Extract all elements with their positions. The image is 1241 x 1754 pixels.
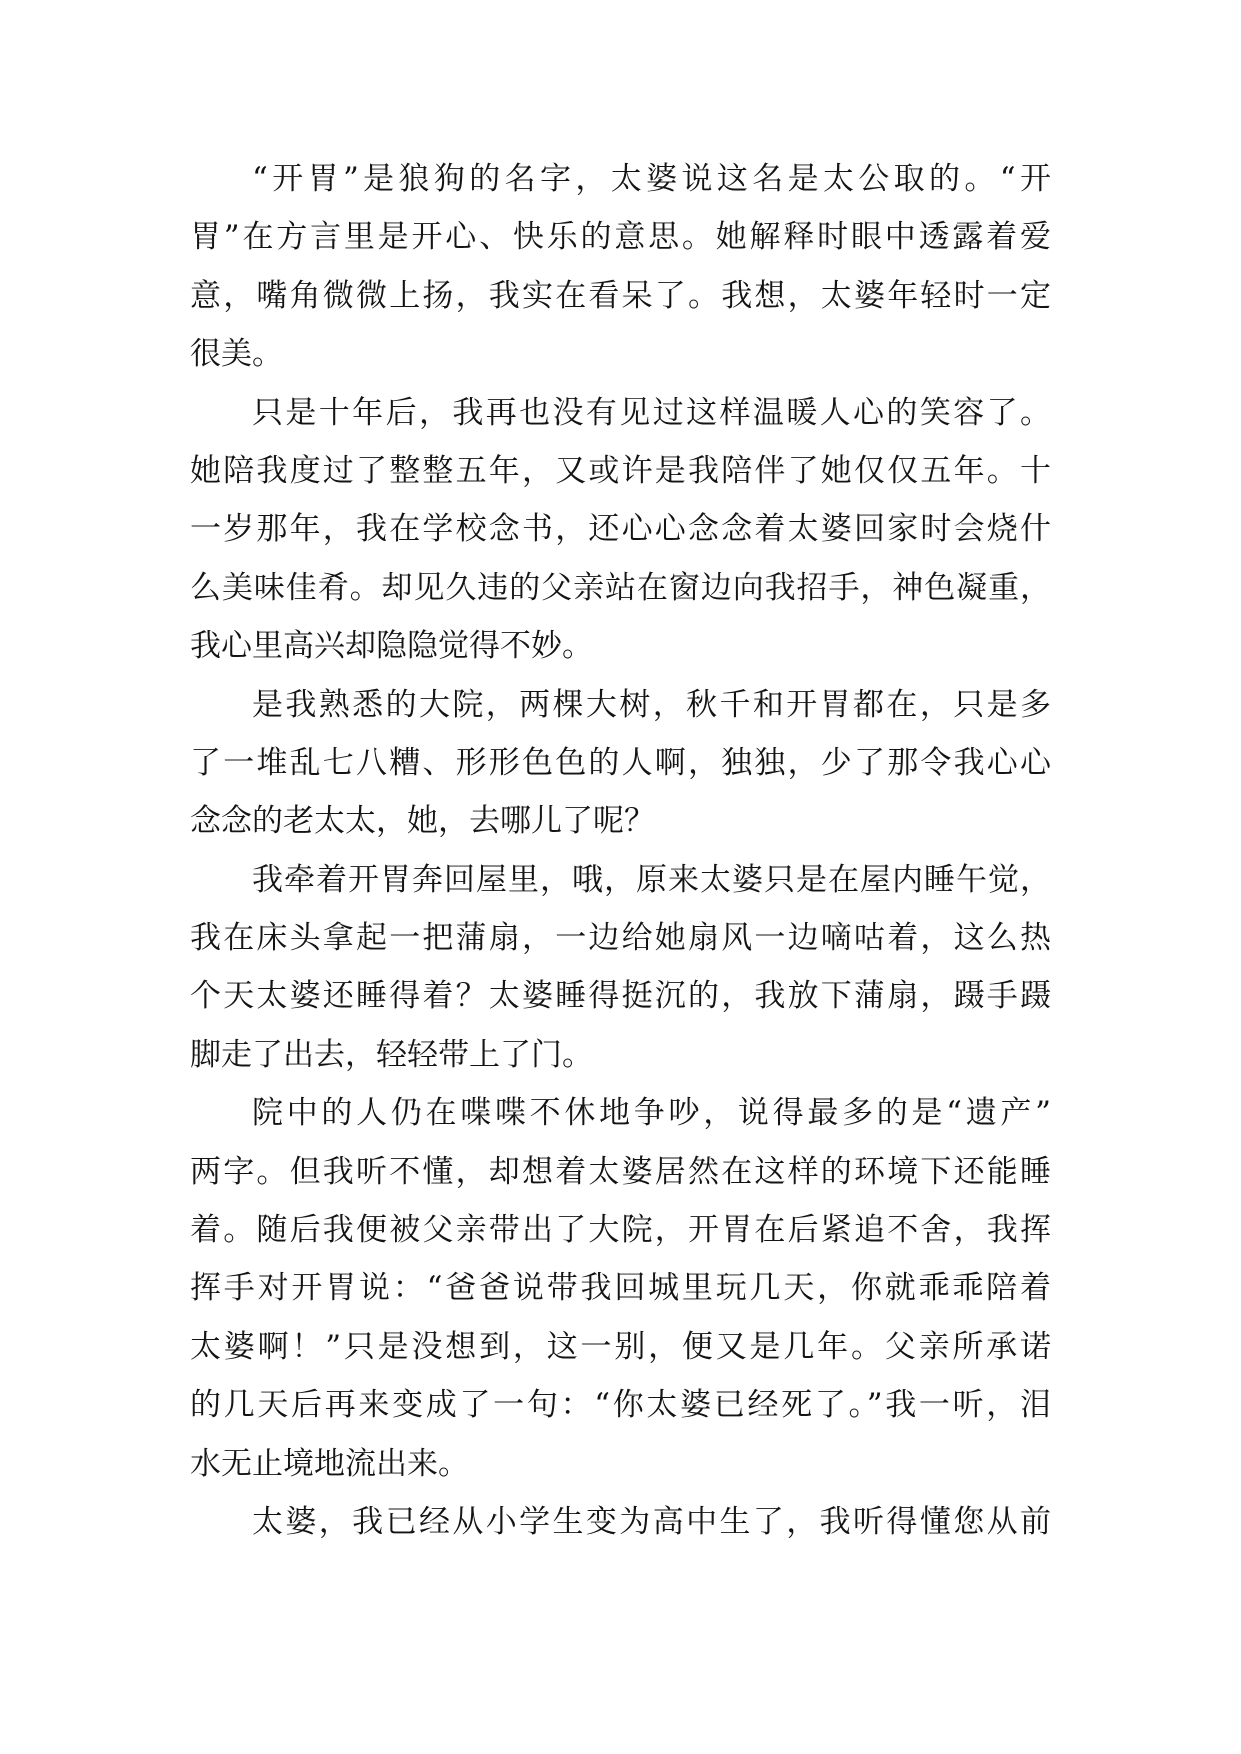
text-line: 胃”在方言里是开心、快乐的意思。她解释时眼中透露着爱 (190, 219, 1051, 256)
paragraph (190, 1084, 1051, 1493)
text-line: 意，嘴角微微上扬，我实在看呆了。我想，太婆年轻时一定 (190, 277, 1051, 314)
text-line: 我在床头拿起一把蒲扇，一边给她扇风一边嘀咕着，这么热 (190, 920, 1051, 957)
body-text (190, 150, 1051, 1551)
text-line: 一岁那年，我在学校念书，还心心念念着太婆回家时会烧什 (190, 511, 1051, 548)
text-line: 挥手对开胃说：“爸爸说带我回城里玩几天，你就乖乖陪着 (190, 1270, 1051, 1307)
paragraph (190, 851, 1051, 1085)
text-line: 她陪我度过了整整五年，又或许是我陪伴了她仅仅五年。十 (190, 452, 1051, 489)
text-line: 很美。 (190, 336, 283, 373)
text-line: 只是十年后，我再也没有见过这样温暖人心的笑容了。 (252, 394, 1051, 431)
paragraph (190, 384, 1051, 676)
text-line: 着。随后我便被父亲带出了大院，开胃在后紧追不舍，我挥 (190, 1212, 1051, 1249)
text-line: 院中的人仍在喋喋不休地争吵，说得最多的是“遗产” (252, 1095, 1051, 1132)
text-line: 么美味佳肴。却见久违的父亲站在窗边向我招手，神色凝重， (190, 569, 1051, 606)
text-line: 了一堆乱七八糟、形形色色的人啊，独独，少了那令我心心 (190, 744, 1051, 781)
text-line: 我牵着开胃奔回屋里，哦，原来太婆只是在屋内睡午觉， (252, 861, 1051, 898)
paragraph (190, 1493, 1051, 1551)
text-line: “开胃”是狼狗的名字，太婆说这名是太公取的。“开 (252, 161, 1051, 197)
text-line: 太婆，我已经从小学生变为高中生了，我听得懂您从前 (252, 1503, 1051, 1540)
text-line: 两字。但我听不懂，却想着太婆居然在这样的环境下还能睡 (190, 1153, 1051, 1190)
text-line: 念念的老太太，她，去哪儿了呢？ (190, 803, 655, 840)
text-line: 脚走了出去，轻轻带上了门。 (190, 1036, 593, 1073)
text-line: 个天太婆还睡得着？太婆睡得挺沉的，我放下蒲扇，蹑手蹑 (190, 978, 1051, 1015)
text-line: 是我熟悉的大院，两棵大树，秋千和开胃都在，只是多 (252, 686, 1051, 723)
text-line: 水无止境地流出来。 (190, 1445, 469, 1482)
paragraph (190, 150, 1051, 384)
text-line: 的几天后再来变成了一句：“你太婆已经死了。”我一听，泪 (190, 1387, 1051, 1424)
paragraph (190, 676, 1051, 851)
text-line: 我心里高兴却隐隐觉得不妙。 (190, 628, 593, 665)
text-line: 太婆啊！”只是没想到，这一别，便又是几年。父亲所承诺 (190, 1328, 1051, 1365)
